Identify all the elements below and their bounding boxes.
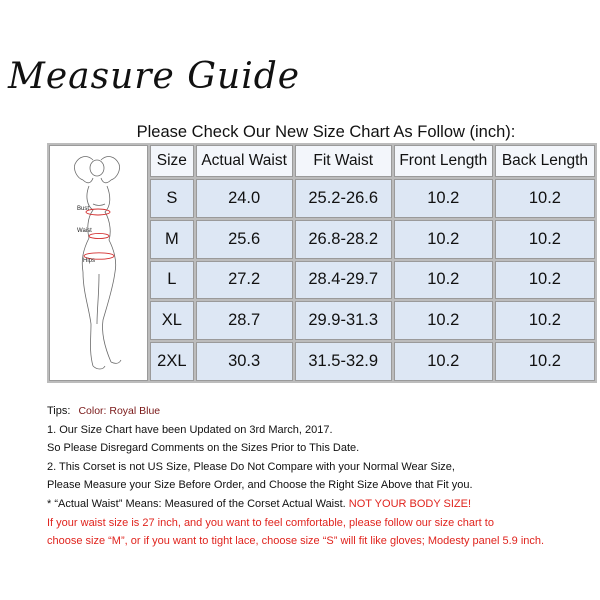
- tip-line-1: 1. Our Size Chart have been Updated on 3rd March, 2017.: [47, 423, 333, 436]
- cell-back-length: 10.2: [495, 179, 595, 218]
- size-chart: [47, 143, 597, 383]
- cell-fit-waist: 26.8-28.2: [295, 220, 392, 259]
- tip-line-2: So Please Disregard Comments on the Sizes Prior to This Date.: [47, 442, 360, 455]
- tips-section: [47, 402, 597, 551]
- cell-front-length: 10.2: [394, 179, 493, 218]
- cell-actual-waist: 27.2: [196, 261, 293, 300]
- column-header-back-length: Back Length: [495, 145, 595, 177]
- tip-line-4: Please Measure your Size Before Order, and Choose the Right Size Above that Fit you.: [47, 479, 473, 492]
- cell-back-length: 10.2: [495, 342, 595, 381]
- cell-front-length: 10.2: [394, 301, 493, 340]
- tip-line-5: [47, 495, 597, 514]
- cell-front-length: 10.2: [394, 220, 493, 259]
- tips-header: [47, 402, 597, 421]
- cell-size: M: [150, 220, 193, 259]
- cell-fit-waist: 29.9-31.3: [295, 301, 392, 340]
- size-chart-subtitle: Please Check Our New Size Chart As Follow (inch):: [136, 123, 516, 141]
- cell-actual-waist: 30.3: [196, 342, 293, 381]
- cell-back-length: 10.2: [495, 261, 595, 300]
- waist-label: Waist: [76, 228, 92, 234]
- actual-waist-definition: * “Actual Waist” Means: Measured of the Corset Actual Waist.: [47, 497, 349, 510]
- body-measurement-figure: [53, 148, 145, 378]
- cell-size: L: [150, 261, 193, 300]
- bust-label: Bust: [76, 206, 89, 212]
- cell-front-length: 10.2: [394, 261, 493, 300]
- cell-fit-waist: 31.5-32.9: [295, 342, 392, 381]
- cell-actual-waist: 25.6: [196, 220, 293, 259]
- column-header-size: Size: [150, 145, 193, 177]
- cell-back-length: 10.2: [495, 301, 595, 340]
- cell-size: 2XL: [150, 342, 193, 381]
- measure-guide-heading: [6, 52, 306, 104]
- hips-label: Hips: [82, 258, 95, 264]
- size-table: [47, 143, 597, 383]
- tips-label: Tips:: [47, 405, 71, 417]
- tip-line-6: If your waist size is 27 inch, and you want to feel comfortable, please follow our size chart to: [47, 516, 494, 529]
- body-figure-cell: [49, 145, 148, 381]
- cell-actual-waist: 28.7: [196, 301, 293, 340]
- cell-fit-waist: 28.4-29.7: [295, 261, 392, 300]
- cell-size: S: [150, 179, 193, 218]
- tip-line-3: 2. This Corset is not US Size, Please Do Not Compare with your Normal Wear Size,: [47, 460, 455, 473]
- heading-text: Measure Guide: [8, 56, 301, 97]
- color-note: Color: Royal Blue: [78, 405, 161, 417]
- column-header-front-length: Front Length: [394, 145, 493, 177]
- cell-back-length: 10.2: [495, 220, 595, 259]
- not-body-size-warning: NOT YOUR BODY SIZE!: [348, 497, 472, 510]
- table-header-row: [49, 145, 595, 177]
- cell-front-length: 10.2: [394, 342, 493, 381]
- cell-actual-waist: 24.0: [196, 179, 293, 218]
- cell-fit-waist: 25.2-26.6: [295, 179, 392, 218]
- column-header-fit-waist: Fit Waist: [295, 145, 392, 177]
- cell-size: XL: [150, 301, 193, 340]
- column-header-actual-waist: Actual Waist: [196, 145, 293, 177]
- tip-line-7: choose size “M”, or if you want to tight lace, choose size “S” will fit like gloves; Modesty panel 5.9 inch.: [47, 535, 545, 548]
